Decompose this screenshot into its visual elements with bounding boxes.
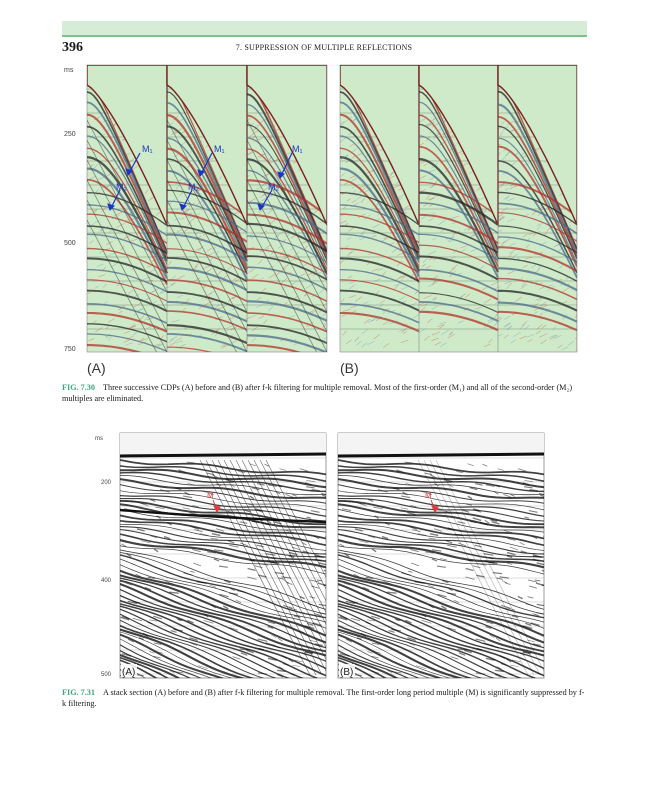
m-label: M (425, 491, 432, 500)
noise-mark (577, 217, 584, 220)
fig731-tick: 200 (101, 480, 112, 486)
fig730-panel-a-label: (A) (87, 360, 106, 376)
fig730-panel-b-label: (B) (340, 360, 359, 376)
figure-7-31-svg (95, 430, 545, 680)
figure-7-31 (95, 430, 545, 680)
figure-7-30 (62, 60, 587, 380)
fig731-caption-number: FIG. 7.31 (62, 688, 95, 697)
m1-label: M₁ (142, 144, 153, 154)
seafloor-event (338, 454, 544, 456)
header-bar (62, 21, 587, 35)
fig731-tick: 400 (101, 578, 112, 584)
fig730-axis-unit: ms (64, 67, 74, 74)
m-label: M (207, 491, 214, 500)
m2-label: M₂ (116, 182, 127, 192)
fig730-caption-number: FIG. 7.30 (62, 383, 95, 392)
running-title: 7. SUPPRESSION OF MULTIPLE REFLECTIONS (235, 43, 413, 52)
water-layer (120, 433, 326, 455)
fig731-panel-b-label: (B) (340, 667, 354, 678)
noise-mark (327, 279, 332, 283)
fig731-tick: 500 (101, 672, 112, 678)
reflection-event (167, 358, 247, 374)
fig730-tick: 500 (64, 240, 76, 247)
fig731-caption-text: A stack section (A) before and (B) after f-k filtering for multiple removal. The first-order long period multiple (M) is significantly suppressed by f-k filtering. (62, 688, 585, 708)
reflection-event (247, 356, 327, 372)
noise-mark (169, 592, 179, 593)
fig730-tick: 250 (64, 131, 76, 138)
seafloor-event (120, 454, 326, 456)
m2-label: M₂ (188, 182, 199, 192)
figure-7-30-svg (62, 60, 587, 380)
noise-mark (326, 604, 335, 606)
header-rule (62, 35, 587, 37)
fig731-axis-unit: ms (95, 436, 103, 442)
water-layer (338, 433, 544, 455)
fig730-tick: 750 (64, 346, 76, 353)
fig731-panel-a-label: (A) (122, 667, 136, 678)
m1-label: M₁ (214, 144, 225, 154)
m1-label: M₁ (292, 144, 303, 154)
fig730-caption (62, 382, 587, 404)
m2-label: M₂ (268, 182, 279, 192)
page-number: 396 (62, 40, 83, 55)
fig731-caption (62, 687, 587, 709)
fig730-caption-text: Three successive CDPs (A) before and (B) after f-k filtering for multiple removal. Most of the first-order (M₁) and all of the second-order (M₂) multiples are eliminated. (62, 383, 573, 403)
noise-mark (387, 592, 397, 593)
